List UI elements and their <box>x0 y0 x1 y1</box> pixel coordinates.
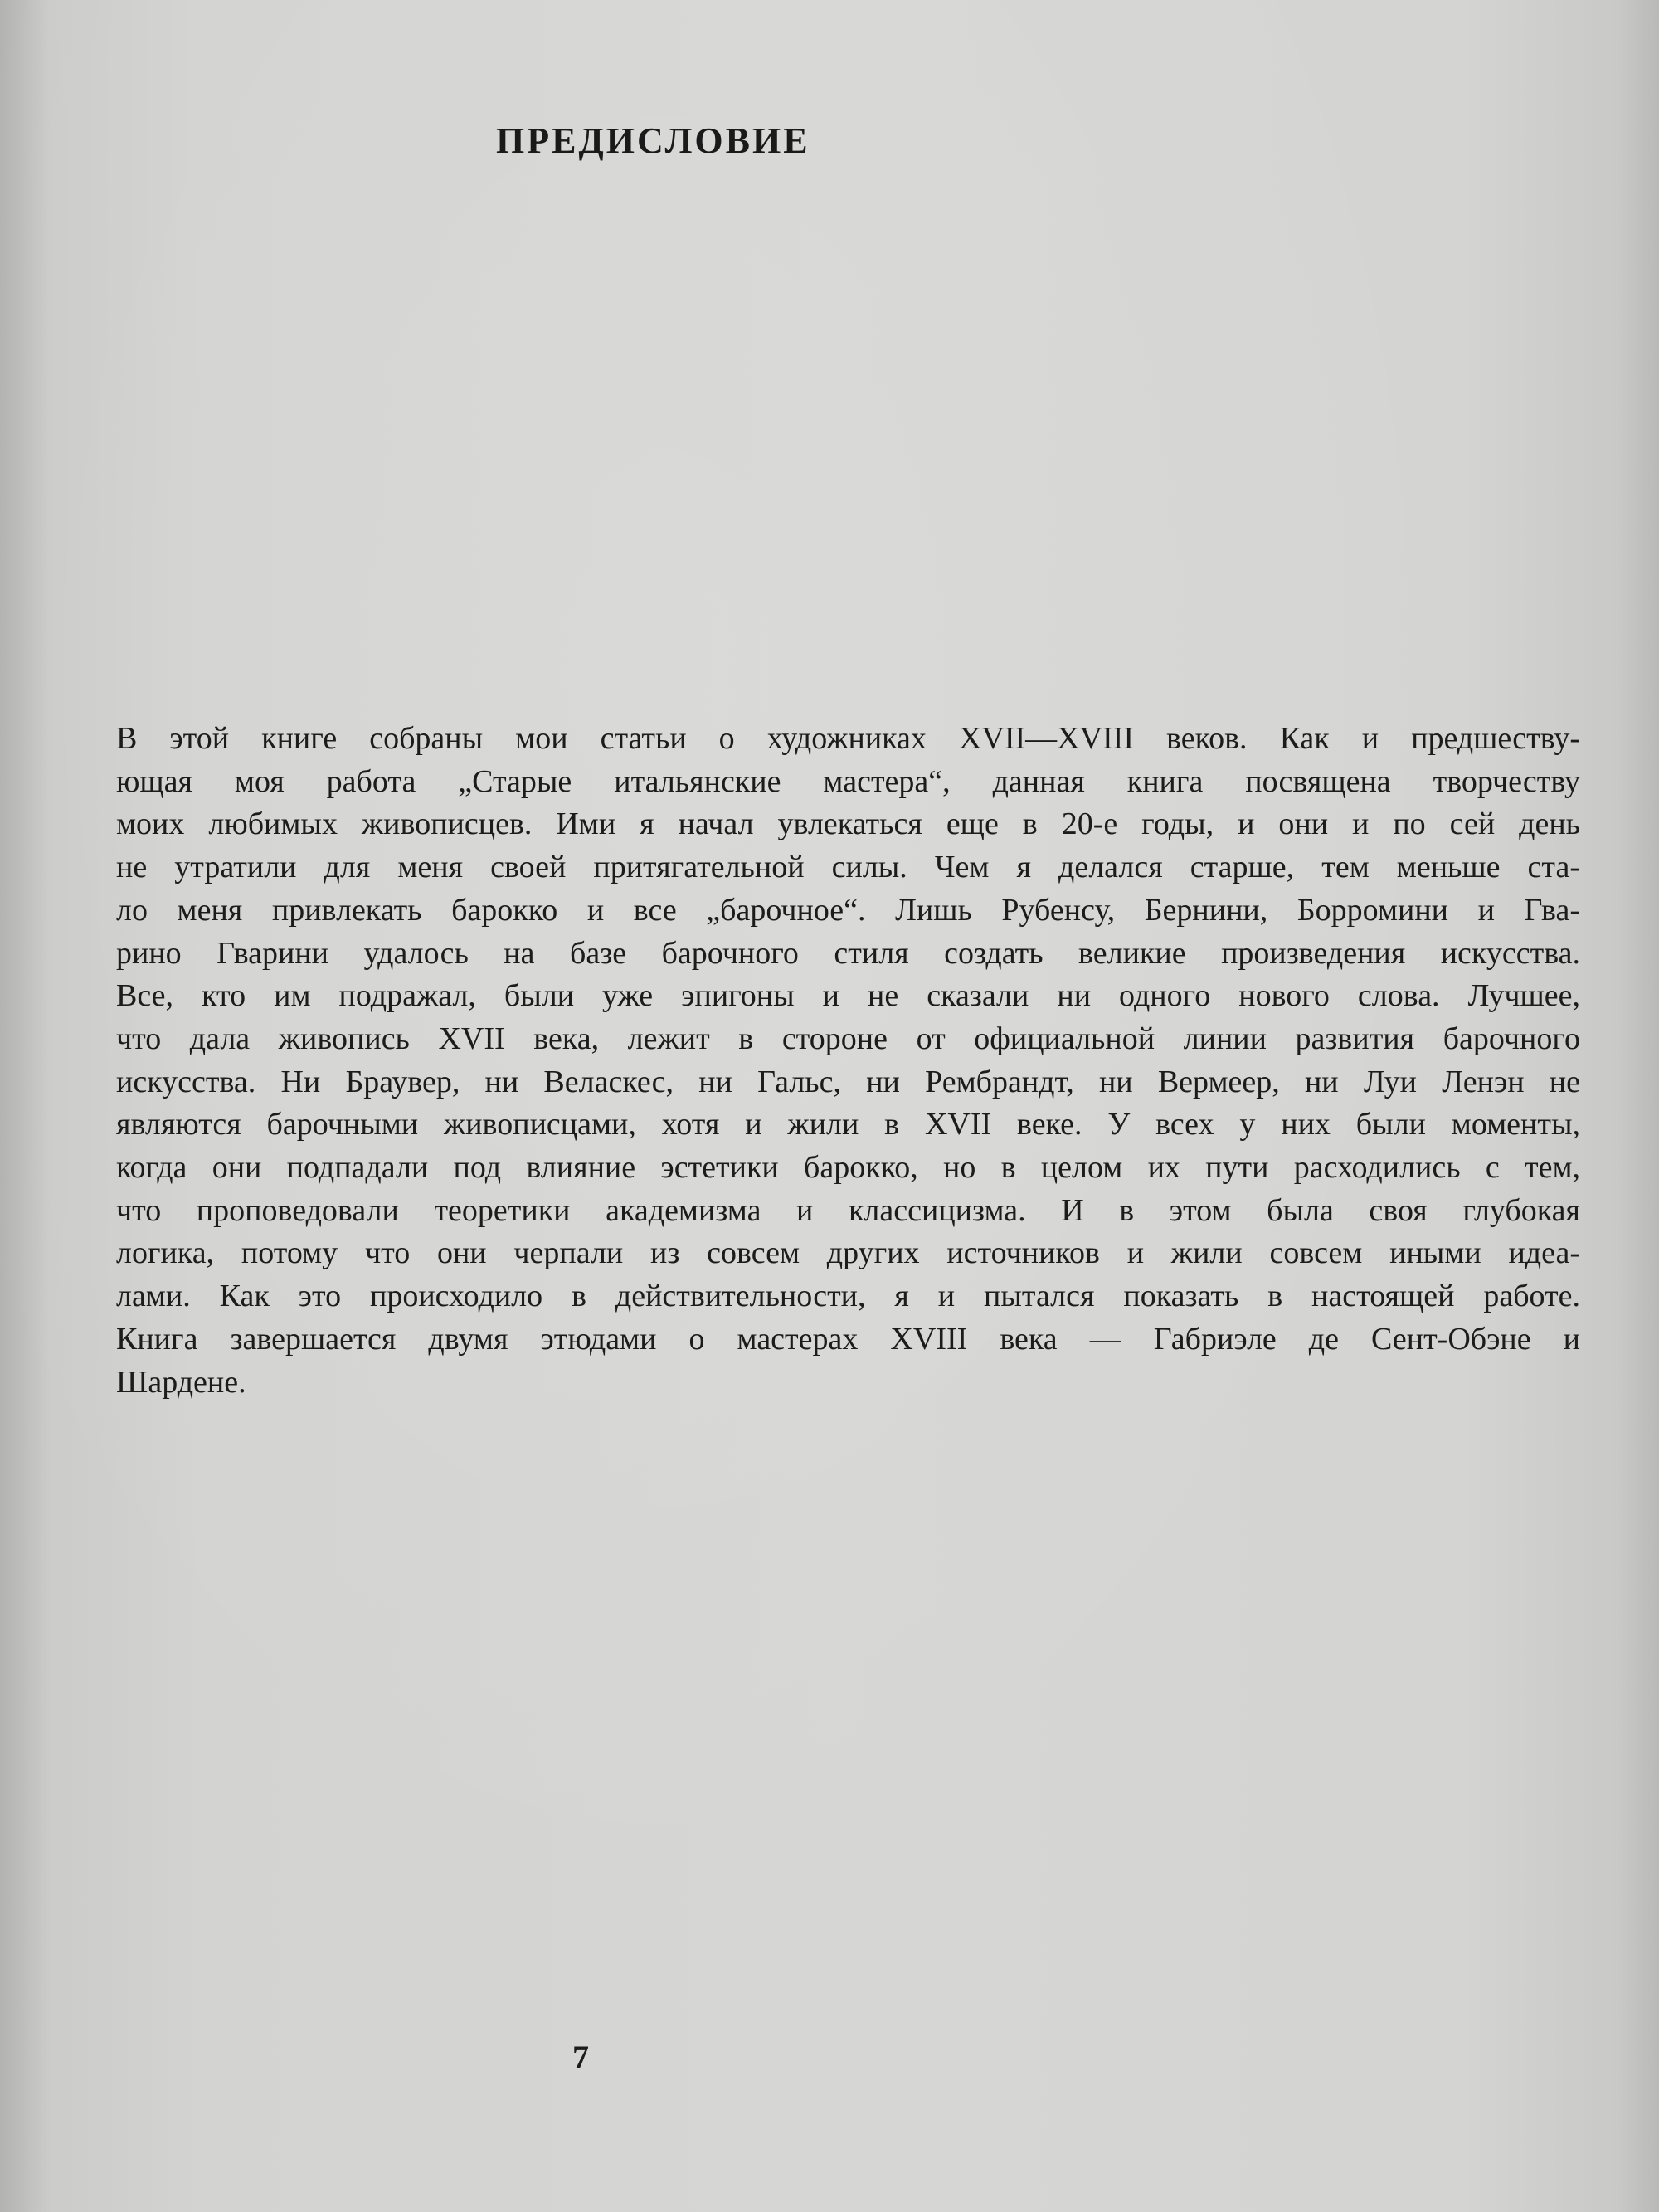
paragraph-line: не утратили для меня своей притягательной силы. Чем я делался старше, тем меньше ста- <box>116 850 1580 885</box>
page-number: 7 <box>572 2039 589 2076</box>
preface-paragraph <box>116 718 1580 1404</box>
paragraph-line: искусства. Ни Браувер, ни Веласкес, ни Гальс, ни Рембрандт, ни Вермеер, ни Луи Ленэн не <box>116 1064 1580 1099</box>
paragraph-line: что проповедовали теоретики академизма и классицизма. И в этом была своя глубокая <box>116 1192 1580 1228</box>
paragraph-line-last: Шардене. <box>116 1364 246 1400</box>
paragraph-line: ющая моя работа „Старые итальянские мастера“, данная книга посвящена творчеству <box>116 763 1580 799</box>
page-left-shadow <box>0 0 50 2212</box>
paragraph-line: являются барочными живописцами, хотя и жили в XVII веке. У всех у них были моменты, <box>116 1107 1580 1143</box>
paragraph-line: рино Гварини удалось на базе барочного стиля создать великие произведения искусства. <box>116 935 1580 971</box>
paragraph-line: лами. Как это происходило в действительности, я и пытался показать в настоящей работе. <box>116 1279 1580 1314</box>
paragraph-line: Все, кто им подражал, были уже эпигоны и не сказали ни одного нового слова. Лучшее, <box>116 978 1580 1014</box>
paragraph-line: ло меня привлекать барокко и все „барочное“. Лишь Рубенсу, Бернини, Борромини и Гва- <box>116 892 1580 928</box>
paragraph-line: что дала живопись XVII века, лежит в стороне от официальной линии развития барочного <box>116 1021 1580 1056</box>
page-right-shadow <box>1618 0 1659 2212</box>
page-title: ПРЕДИСЛОВИЕ <box>496 120 810 161</box>
paragraph-line: В этой книге собраны мои статьи о художниках XVII—XVIII веков. Как и предшеству- <box>116 721 1580 756</box>
paragraph-line: логика, потому что они черпали из совсем других источников и жили совсем иными идеа- <box>116 1235 1580 1271</box>
paragraph-line: моих любимых живописцев. Ими я начал увлекаться еще в 20-е годы, и они и по сей день <box>116 806 1580 842</box>
paragraph-line: Книга завершается двумя этюдами о мастерах XVIII века — Габриэле де Сент-Обэне и <box>116 1321 1580 1357</box>
paragraph-line: когда они подпадали под влияние эстетики барокко, но в целом их пути расходились с тем, <box>116 1150 1580 1186</box>
